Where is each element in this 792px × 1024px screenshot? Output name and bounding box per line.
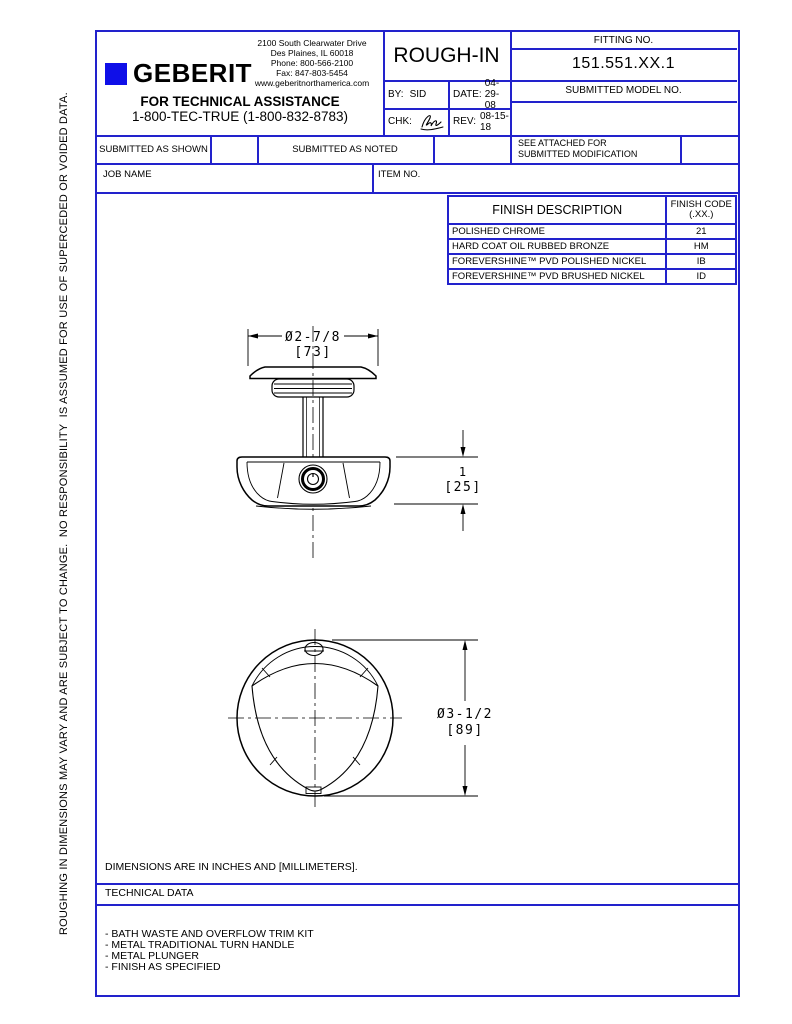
chk-cell xyxy=(383,108,448,135)
finish-table xyxy=(447,195,737,285)
by-cell xyxy=(383,80,448,108)
logo-square-icon xyxy=(105,63,127,85)
by-value: SID xyxy=(409,88,427,100)
finish-description: FOREVERSHINE™ PVD POLISHED NICKEL xyxy=(449,255,667,268)
date-label: DATE: xyxy=(453,88,482,100)
technical-data-list xyxy=(105,929,314,973)
finish-row xyxy=(449,253,735,268)
finish-code: HM xyxy=(693,241,709,252)
divider xyxy=(97,883,738,885)
svg-text:Ø2-7/8: Ø2-7/8 xyxy=(285,330,341,345)
item-no-label: ITEM NO. xyxy=(378,169,421,180)
assistance-phone: 1-800-TEC-TRUE (1-800-832-8783) xyxy=(131,109,349,124)
see-attached-line2: SUBMITTED MODIFICATION xyxy=(518,149,638,159)
job-name-field[interactable] xyxy=(103,180,363,192)
finish-code: IB xyxy=(696,256,706,267)
spec-sheet xyxy=(95,30,740,997)
svg-text:[25]: [25] xyxy=(444,480,482,495)
technical-data-item: - METAL PLUNGER xyxy=(105,950,199,962)
finish-table-header xyxy=(449,197,735,223)
see-attached-checkbox[interactable] xyxy=(680,135,737,163)
doc-type-title: ROUGH-IN xyxy=(393,44,500,67)
technical-data-item: - FINISH AS SPECIFIED xyxy=(105,961,221,973)
assistance-title: FOR TECHNICAL ASSISTANCE xyxy=(140,94,340,109)
finish-description: HARD COAT OIL RUBBED BRONZE xyxy=(449,240,667,253)
fitting-no-value: 151.551.XX.1 xyxy=(572,55,675,72)
address-line: 2100 South Clearwater Drive xyxy=(257,38,367,48)
by-label: BY: xyxy=(388,88,404,100)
finish-row xyxy=(449,223,735,238)
logo-wordmark: GEBERIT xyxy=(133,58,253,88)
divider xyxy=(97,904,738,906)
handle-side-view xyxy=(237,457,390,509)
svg-text:[89]: [89] xyxy=(446,723,484,738)
svg-text:1: 1 xyxy=(458,465,468,479)
address-line: Des Plaines, IL 60018 xyxy=(270,48,354,58)
svg-text:Ø3-1/2: Ø3-1/2 xyxy=(437,707,493,722)
rev-label: REV: xyxy=(453,116,476,127)
divider xyxy=(97,163,738,165)
date-cell xyxy=(448,77,510,111)
submitted-model-value xyxy=(510,101,737,135)
rev-cell xyxy=(448,108,510,135)
margin-disclaimer: ROUGHING IN DIMENSIONS MAY VARY AND ARE SUBJECT TO CHANGE. NO RESPONSIBILITY IS ASSUMED FOR USE OF SUPERCEDED OR VOIDED DATA. xyxy=(58,92,70,935)
handle-height-dimension xyxy=(394,430,482,531)
finish-code-header xyxy=(667,197,735,223)
finish-code: ID xyxy=(696,271,706,282)
address-line: Phone: 800-566-2100 xyxy=(270,58,354,68)
technical-data-item: - BATH WASTE AND OVERFLOW TRIM KIT xyxy=(105,928,314,940)
job-name-label: JOB NAME xyxy=(103,169,152,180)
finish-code-header-line2: (.XX.) xyxy=(689,209,714,220)
finish-description-header: FINISH DESCRIPTION xyxy=(449,197,667,223)
submitted-as-shown-cell: SUBMITTED AS SHOWN xyxy=(99,143,208,155)
see-attached-cell xyxy=(510,135,680,163)
finish-code-header-line1: FINISH CODE xyxy=(670,199,732,210)
technical-data-item: - METAL TRADITIONAL TURN HANDLE xyxy=(105,939,295,951)
checker-signature xyxy=(418,112,448,132)
finish-row xyxy=(449,268,735,283)
finish-description: FOREVERSHINE™ PVD BRUSHED NICKEL xyxy=(449,270,667,283)
chk-label: CHK: xyxy=(388,116,412,127)
rev-value: 08-15-18 xyxy=(479,110,509,133)
submitted-as-noted-cell: SUBMITTED AS NOTED xyxy=(292,143,398,155)
geberit-logo xyxy=(105,58,252,89)
technical-drawing xyxy=(97,192,738,883)
units-note: DIMENSIONS ARE IN INCHES AND [MILLIMETERS]. xyxy=(105,861,358,873)
finish-description: POLISHED CHROME xyxy=(449,225,667,238)
company-address xyxy=(237,38,387,88)
handle-bottom-view xyxy=(228,629,402,807)
address-line: Fax: 847-803-5454 xyxy=(276,68,348,78)
item-no-field[interactable] xyxy=(378,180,728,192)
divider xyxy=(372,163,374,192)
submitted-as-shown-checkbox[interactable] xyxy=(210,135,257,163)
submitted-model-label: SUBMITTED MODEL NO. xyxy=(565,85,682,96)
finish-row xyxy=(449,238,735,253)
finish-code: 21 xyxy=(695,226,707,237)
submitted-as-noted-checkbox[interactable] xyxy=(433,135,510,163)
svg-text:[73]: [73] xyxy=(294,345,332,360)
date-value: 04-29-08 xyxy=(484,77,500,111)
see-attached-line1: SEE ATTACHED FOR xyxy=(518,138,607,148)
technical-data-label: TECHNICAL DATA xyxy=(105,887,194,899)
fitting-no-label: FITTING NO. xyxy=(593,34,654,46)
website-line: www.geberitnorthamerica.com xyxy=(254,78,370,88)
